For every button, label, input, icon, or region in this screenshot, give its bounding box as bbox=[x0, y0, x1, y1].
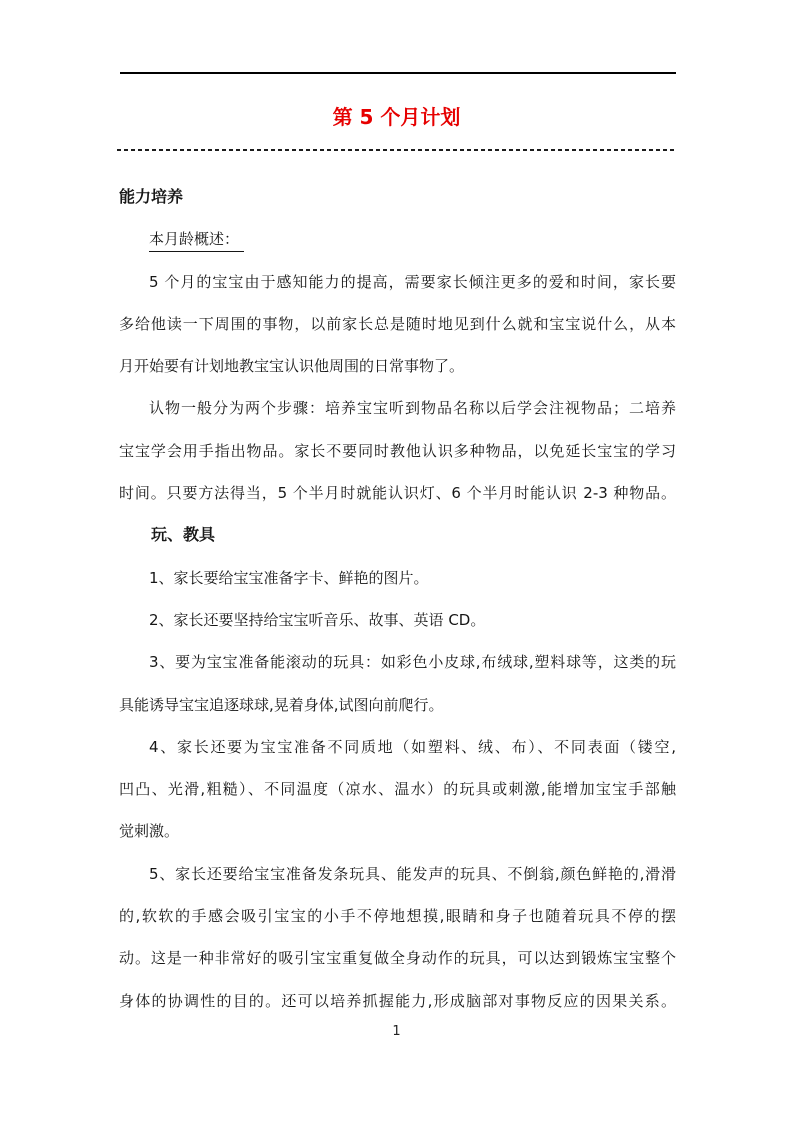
paragraph1-line1: 5 个月的宝宝由于感知能力的提高，需要家长倾注更多的爱和时间，家长要 bbox=[149, 272, 676, 291]
header-rule bbox=[120, 72, 676, 74]
list-item-3-line2: 具能诱导宝宝追逐球球,晃着身体,试图向前爬行。 bbox=[119, 695, 444, 714]
list-item-4-line2: 凹凸、光滑,粗糙）、不同温度（凉水、温水）的玩具或刺激,能增加宝宝手部触 bbox=[119, 780, 676, 799]
paragraph1-line3: 月开始要有计划地教宝宝认识他周围的日常事物了。 bbox=[119, 357, 465, 376]
overview-heading-underlined-text: 本月龄概述： bbox=[149, 230, 244, 252]
list-item-3-line1: 3、要为宝宝准备能滚动的玩具：如彩色小皮球,布绒球,塑料球等，这类的玩 bbox=[149, 653, 676, 672]
list-item-5-line2: 的,软软的手感会吸引宝宝的小手不停地想摸,眼睛和身子也随着玩具不停的摆 bbox=[119, 907, 676, 926]
document-body bbox=[119, 176, 676, 1022]
page-number: 1 bbox=[392, 1024, 401, 1039]
dashed-divider bbox=[117, 149, 677, 151]
list-item-5-line1: 5、家长还要给宝宝准备发条玩具、能发声的玩具、不倒翁,颜色鲜艳的,滑滑 bbox=[149, 864, 676, 883]
list-item-1: 1、家长要给宝宝准备字卡、鲜艳的图片。 bbox=[149, 568, 429, 587]
paragraph2-line3: 时间。只要方法得当，5 个半月时就能认识灯、6 个半月时能认识 2-3 种物品。 bbox=[119, 484, 676, 503]
list-item-4-line3: 觉刺激。 bbox=[119, 822, 180, 841]
list-item-2: 2、家长还要坚持给宝宝听音乐、故事、英语 CD。 bbox=[149, 610, 486, 629]
toys-subsection-heading: 玩、教具 bbox=[151, 525, 216, 545]
paragraph1-line2: 多给他读一下周围的事物，以前家长总是随时地见到什么就和宝宝说什么，从本 bbox=[119, 314, 676, 333]
paragraph2-line2: 宝宝学会用手指出物品。家长不要同时教他认识多种物品，以免延长宝宝的学习 bbox=[119, 441, 676, 460]
list-item-5-line3: 动。这是一种非常好的吸引宝宝重复做全身动作的玩具，可以达到锻炼宝宝整个 bbox=[119, 949, 676, 968]
list-item-4-line1: 4、家长还要为宝宝准备不同质地（如塑料、绒、布）、不同表面（镂空, bbox=[149, 737, 676, 756]
paragraph2-line1: 认物一般分为两个步骤：培养宝宝听到物品名称以后学会注视物品；二培养 bbox=[149, 399, 676, 418]
section-heading: 能力培养 bbox=[119, 187, 184, 206]
page-title: 第 5 个月计划 bbox=[332, 105, 461, 129]
overview-heading bbox=[119, 218, 676, 260]
list-item-5-line4: 身体的协调性的目的。还可以培养抓握能力,形成脑部对事物反应的因果关系。 bbox=[119, 991, 676, 1010]
